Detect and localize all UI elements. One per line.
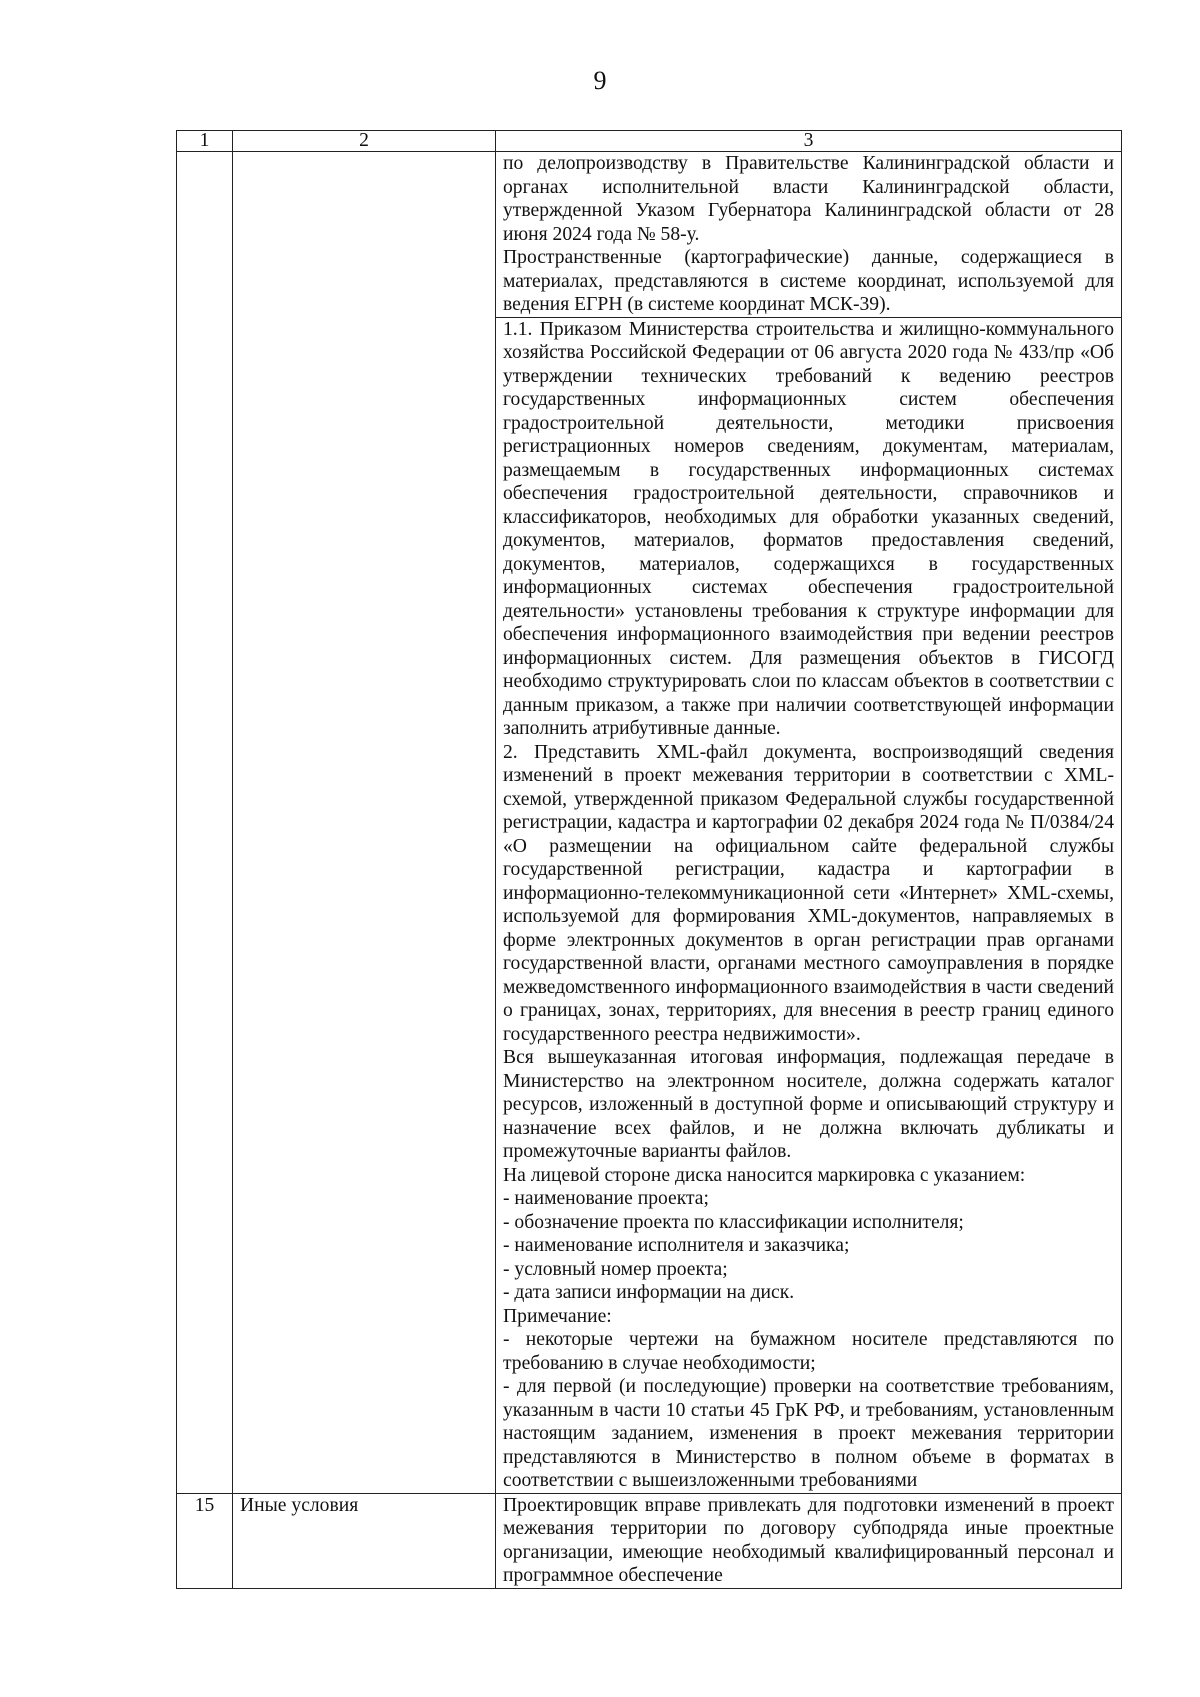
requirements-text-block-b: [496, 317, 1122, 1493]
list-item: - дата записи информации на диск.: [503, 1282, 795, 1303]
row-number-empty: [177, 152, 233, 1494]
list-item: - условный номер проекта;: [503, 1258, 728, 1280]
disk-marking-list: [503, 1187, 1114, 1305]
list-item: - наименование проекта;: [503, 1188, 709, 1209]
paragraph: 2. Представить XML-файл документа, воспроизводящий сведения изменений в проект межевания территории в соответствии с XML-схемой, утвержденной приказом Федеральной службы государственной регистрации, кадастра и картографии 02 декабря 2024 года № П/0384/24 «О размещении на официальном сайте федеральной службы государственной регистрации, кадастра и картографии в информационно-телекоммуникационной сети «Интернет» XML-схемы, используемой для формирования XML-документов, направляемых в форме электронных документов в орган регистрации прав органами государственной власти, органами местного самоуправления в порядке межведомственного информационного взаимодействия в части сведений о границах, зонах, территориях, для внесения в реестр границ единого государственного реестра недвижимости».: [503, 741, 1114, 1045]
column-header-3: 3: [496, 131, 1122, 152]
requirements-table: [176, 130, 1122, 1589]
row-label: Иные условия: [233, 1493, 496, 1588]
list-item: - обозначение проекта по классификации исполнителя;: [503, 1211, 964, 1233]
requirements-text-block-a: [496, 152, 1122, 318]
list-item: - наименование исполнителя и заказчика;: [503, 1235, 850, 1256]
paragraph: Вся вышеуказанная итоговая информация, подлежащая передаче в Министерство на электронном носителе, должна содержать каталог ресурсов, изложенный в доступной форме и описывающий структуру и назначение всех файлов, и не должна включать дубликаты и промежуточные варианты файлов.: [503, 1047, 1114, 1162]
paragraph: по делопроизводству в Правительстве Калининградской области и органах исполнительной власти Калининградской области, утвержденной Указом Губернатора Калининградской области от 28 июня 2024 года № 58-у.: [503, 153, 1114, 245]
page-number: 9: [593, 66, 607, 95]
paragraph: На лицевой стороне диска наносится маркировка с указанием:: [503, 1164, 1026, 1186]
paragraph: Пространственные (картографические) данные, содержащиеся в материалах, представляются в системе координат, используемой для ведения ЕГРН (в системе координат МСК-39).: [503, 247, 1114, 315]
table-header-row: [177, 131, 1122, 152]
note-heading: Примечание:: [503, 1305, 612, 1327]
row-text: [496, 1493, 1122, 1588]
table-row-continued: [177, 152, 1122, 318]
paragraph: Проектировщик вправе привлекать для подготовки изменений в проект межевания территории по договору субподряда иные проектные организации, имеющие необходимый квалифицированный персонал и программное обеспечение: [503, 1494, 1114, 1586]
row-label-empty: [233, 152, 496, 1494]
row-number: 15: [177, 1493, 233, 1588]
note-item: - некоторые чертежи на бумажном носителе представляются по требованию в случае необходимости;: [503, 1329, 1114, 1374]
column-header-1: 1: [177, 131, 233, 152]
note-item: - для первой (и последующие) проверки на соответствие требованиям, указанным в части 10 статьи 45 ГрК РФ, и требованиям, установленным настоящим заданием, изменения в проект межевания территории представляются в Министерство в полном объеме в форматах в соответствии с вышеизложенными требованиями: [503, 1376, 1114, 1491]
table-row: [177, 1493, 1122, 1588]
paragraph: 1.1. Приказом Министерства строительства и жилищно-коммунального хозяйства Российской Федерации от 06 августа 2020 года № 433/пр «Об утверждении технических требований к ведению реестров государственных информационных систем обеспечения градостроительной деятельности, методики присвоения регистрационных номеров сведениям, документам, материалам, размещаемым в государственных информационных системах обеспечения градостроительной деятельности, справочников и классификаторов, необходимых для обработки указанных сведений, документов, материалов, форматов предоставления сведений, документов, материалов, содержащихся в государственных информационных системах обеспечения градостроительной деятельности» установлены требования к структуре информации для обеспечения информационного взаимодействия при ведении реестров информационных систем. Для размещения объектов в ГИСОГД необходимо структурировать слои по классам объектов в соответствии с данным приказом, а также при наличии соответствующей информации заполнить атрибутивные данные.: [503, 318, 1114, 739]
column-header-2: 2: [233, 131, 496, 152]
